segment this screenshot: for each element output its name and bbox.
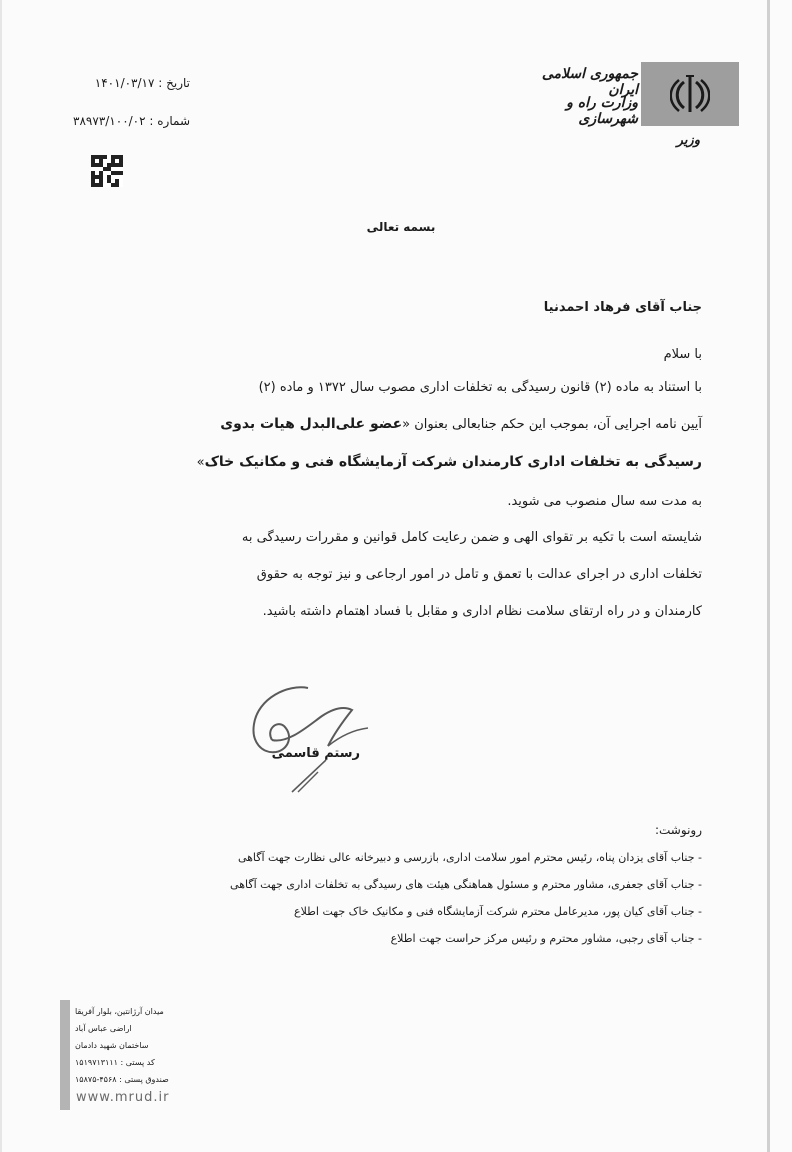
- paragraph1-line1: با استناد به ماده (۲) قانون رسیدگی به تخلفات اداری مصوب سال ۱۳۷۲ و ماده (۲): [258, 380, 702, 395]
- handwritten-signature: [248, 676, 378, 796]
- iran-emblem-logo: [641, 62, 739, 126]
- signer-name: رستم قاسمی: [271, 746, 360, 761]
- emblem-icon: [670, 72, 710, 116]
- number-label: شماره :: [149, 114, 190, 128]
- paragraph2-line2: تخلفات اداری در اجرای عدالت با تعمق و تامل در امور ارجاعی و نیز توجه به حقوق: [256, 567, 702, 582]
- footer-po-box: صندوق پستی : ۴۵۶۸-۱۵۸۷۵: [75, 1075, 169, 1084]
- date-label: تاریخ :: [158, 76, 190, 90]
- paragraph2-line3: کارمندان و در راه ارتقای سلامت نظام اداری و مقابل با فساد اهتمام داشته باشید.: [262, 604, 702, 619]
- p1-line2-text: آیین نامه اجرایی آن، بموجب این حکم جنابعالی بعنوان «: [402, 417, 702, 432]
- date-value: ۱۴۰۱/۰۳/۱۷: [94, 76, 155, 90]
- footer-accent-bar: [60, 1000, 70, 1110]
- qr-code-icon: [91, 155, 123, 187]
- paragraph2-line1: شایسته است با تکیه بر تقوای الهی و ضمن رعایت کامل قوانین و مقررات رسیدگی به: [241, 530, 702, 545]
- cc-item: - جناب آقای رجبی، مشاور محترم و رئیس مرکز حراست جهت اطلاع: [390, 932, 702, 945]
- p1-line2-bold: عضو علی‌البدل هیات بدوی: [220, 416, 403, 432]
- footer-address-line: اراضی عباس آباد: [75, 1024, 132, 1033]
- ministry-name-line: وزارت راه و شهرسازی: [566, 95, 638, 127]
- footer-website: www.mrud.ir: [76, 1090, 170, 1105]
- p1-line3-text: »: [196, 455, 205, 470]
- basmala-heading: بسمه تعالی: [366, 220, 436, 234]
- page-left-edge: [0, 0, 2, 1152]
- p1-line3-bold: رسیدگی به تخلفات اداری کارمندان شرکت آزمایشگاه فنی و مکانیک خاک: [204, 454, 702, 470]
- cc-item: - جناب آقای جعفری، مشاور محترم و مسئول هماهنگی هیئت های رسیدگی به تخلفات اداری جهت آگاهی: [230, 878, 702, 891]
- footer-address-line: میدان آرژانتین، بلوار آفریقا: [75, 1007, 164, 1016]
- letter-date: [40, 76, 190, 90]
- gov-name-line: جمهوری اسلامی ایران: [541, 66, 638, 98]
- paragraph1-line4: به مدت سه سال منصوب می شوید.: [507, 494, 702, 509]
- number-value: ۳۸۹۷۳/۱۰۰/۰۲: [73, 114, 146, 128]
- cc-item: - جناب آقای کیان پور، مدیرعامل محترم شرکت آزمایشگاه فنی و مکانیک خاک جهت اطلاع: [294, 905, 702, 918]
- recipient-name: جناب آقای فرهاد احمدنیا: [543, 300, 702, 315]
- page-right-edge: [767, 0, 770, 1152]
- letter-number: [40, 114, 190, 128]
- cc-heading: رونوشت:: [654, 823, 702, 837]
- paragraph1-line2: [158, 416, 702, 432]
- cc-item: - جناب آقای یزدان پناه، رئیس محترم امور سلامت اداری، بازرسی و دبیرخانه عالی نظارت جهت آگاهی: [237, 851, 702, 864]
- greeting: با سلام: [663, 347, 702, 362]
- paragraph1-line3: [158, 454, 702, 470]
- footer-postal-code: کد پستی : ۱۵۱۹۷۱۳۱۱۱: [75, 1058, 155, 1067]
- footer-address-line: ساختمان شهید دادمان: [75, 1041, 149, 1050]
- minister-title: وزیر: [676, 133, 700, 148]
